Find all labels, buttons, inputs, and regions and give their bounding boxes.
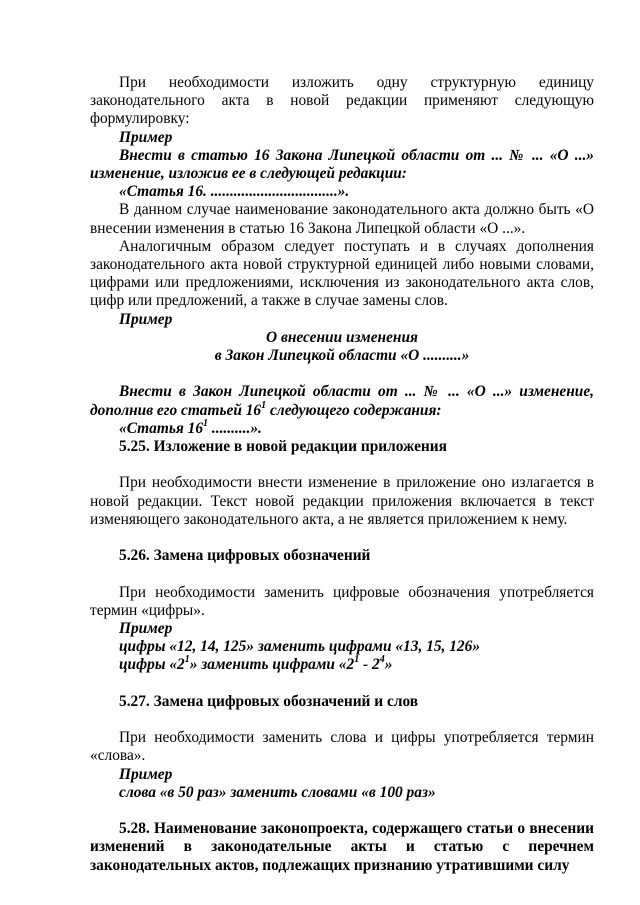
spacer (90, 365, 594, 383)
text-run: «Статья 16 (119, 419, 204, 437)
text-run: » заменить цифрами «2 (189, 656, 355, 674)
example-line (90, 656, 594, 674)
paragraph: Аналогичным образом следует поступать и в случаях дополнения законодательного акта новой структурной единицей либо новыми словами, цифрами или предложениями, исключения из законодательного акта слов, цифр или предложений, а также в случае замены слов. (90, 237, 594, 310)
example-line (90, 399, 594, 420)
superscript: 4 (379, 654, 385, 666)
spacer (90, 529, 594, 547)
superscript: 1 (354, 654, 360, 666)
example-line: «Статья 16. .................................». (119, 183, 350, 201)
paragraph: В данном случае наименование законодательного акта должно быть «О внесении изменения в статью 16 Закона Липецкой области «О ...». (90, 201, 594, 237)
example-label: Пример (119, 620, 173, 638)
section-heading: 5.26. Замена цифровых обозначений (119, 547, 371, 565)
document-content (90, 74, 594, 875)
paragraph-line: При необходимости изложить одну структурную единицу (119, 74, 594, 91)
example-line: Внести в Закон Липецкой области от ... № ... «О ...» изменение, (119, 383, 594, 401)
text-run: дополнив его статьей 16 (90, 401, 262, 419)
paragraph-line: законодательного акта в новой редакции применяют следующую (90, 92, 594, 110)
superscript: 1 (203, 417, 209, 429)
example-line: Внести в статью 16 Закона Липецкой области от ... № ... «О ...» (119, 146, 594, 164)
text-run: » (384, 656, 393, 674)
spacer (90, 711, 594, 729)
spacer (90, 565, 594, 583)
section-heading: 5.27. Замена цифровых обозначений и слов (119, 692, 419, 710)
text-run: - 2 (359, 656, 380, 674)
example-label: Пример (119, 765, 173, 783)
superscript: 1 (184, 654, 190, 666)
paragraph-line: формулировку: (90, 110, 190, 128)
paragraph: При необходимости заменить слова и цифры употребляется термин «слова». (90, 729, 594, 765)
example-title: О внесении изменения (266, 328, 418, 346)
example-title: в Закон Липецкой области «О ..........» (214, 347, 470, 365)
section-heading: 5.28. Наименование законопроекта, содержащего статьи о внесении изменений в законодательные акты и статью с перечнем законодательных актов, подлежащих признанию утратившими силу (90, 820, 594, 874)
example-line (90, 417, 594, 438)
spacer (90, 675, 594, 693)
example-line: изменение, изложив ее в следующей редакции: (90, 165, 407, 183)
spacer (90, 456, 594, 474)
paragraph: При необходимости заменить цифровые обозначения употребляется термин «цифры». (90, 583, 594, 619)
example-label: Пример (119, 128, 173, 146)
paragraph: При необходимости внести изменение в приложение оно излагается в новой редакции. Текст новой редакции приложения включается в текст изменяющего законодательного акта, а не является приложением к нему. (90, 474, 594, 528)
section-heading: 5.25. Изложение в новой редакции приложения (119, 438, 447, 456)
text-run: ..........». (208, 419, 262, 437)
text-run: следующего содержания: (266, 401, 442, 419)
example-label: Пример (119, 310, 173, 328)
example-line: цифры «12, 14, 125» заменить цифрами «13, 15, 126» (119, 638, 481, 656)
spacer (90, 802, 594, 820)
example-line: слова «в 50 раз» заменить словами «в 100 раз» (119, 783, 436, 801)
text-run: цифры «2 (119, 656, 185, 674)
superscript: 1 (261, 399, 267, 411)
